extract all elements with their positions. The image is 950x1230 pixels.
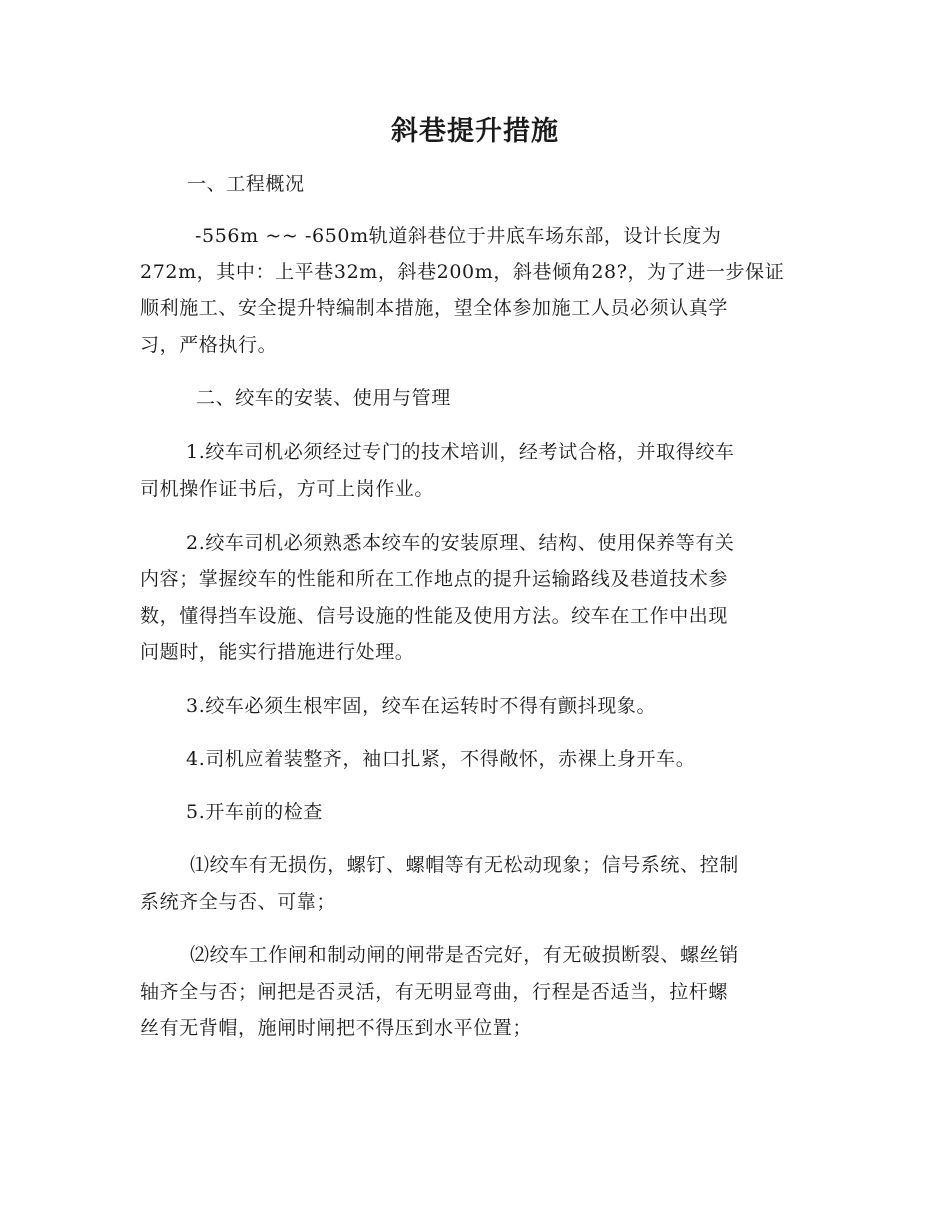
paragraph-line: 数，懂得挡车设施、信号设施的性能及使用方法。绞车在工作中出现	[140, 605, 729, 627]
paragraph-line: 3.绞车必须生根牢固，绞车在运转时不得有颤抖现象。	[186, 695, 657, 717]
paragraph-line: 系统齐全与否、可靠；	[140, 891, 337, 913]
paragraph-line: 2.绞车司机必须熟悉本绞车的安装原理、结构、使用保养等有关	[186, 532, 735, 554]
paragraph-line: 内容；掌握绞车的性能和所在工作地点的提升运输路线及巷道技术参	[140, 568, 729, 590]
paragraph-line: 1.绞车司机必须经过专门的技术培训，经考试合格，并取得绞车	[186, 441, 735, 463]
paragraph-line: 习，严格执行。	[140, 334, 278, 356]
paragraph-line: 272m，其中：上平巷32m，斜巷200m，斜巷倾角28?，为了进一步保证	[140, 261, 785, 283]
paragraph-line: -556m ~~ -650m轨道斜巷位于井底车场东部，设计长度为	[195, 225, 722, 247]
paragraph-line: ⑵绞车工作闸和制动闸的闸带是否完好，有无破损断裂、螺丝销	[190, 944, 739, 966]
paragraph-line: 轴齐全与否；闸把是否灵活，有无明显弯曲，行程是否适当，拉杆螺	[140, 981, 729, 1003]
section-heading-overview: 一、工程概况	[187, 173, 305, 195]
paragraph-line: ⑴绞车有无损伤，螺钉、螺帽等有无松动现象；信号系统、控制	[190, 854, 739, 876]
paragraph-line: 顺利施工、安全提升特编制本措施，望全体参加施工人员必须认真学	[140, 297, 729, 319]
document-title: 斜巷提升措施	[391, 116, 559, 147]
section-heading-winch: 二、绞车的安装、使用与管理	[196, 387, 451, 409]
paragraph-line: 丝有无背帽，施闸时闸把不得压到水平位置；	[140, 1017, 533, 1039]
paragraph-line: 5.开车前的检查	[186, 801, 323, 823]
paragraph-line: 司机操作证书后，方可上岗作业。	[140, 478, 435, 500]
paragraph-line: 问题时，能实行措施进行处理。	[140, 641, 415, 663]
paragraph-line: 4.司机应着装整齐，袖口扎紧，不得敞怀，赤裸上身开车。	[186, 748, 696, 770]
